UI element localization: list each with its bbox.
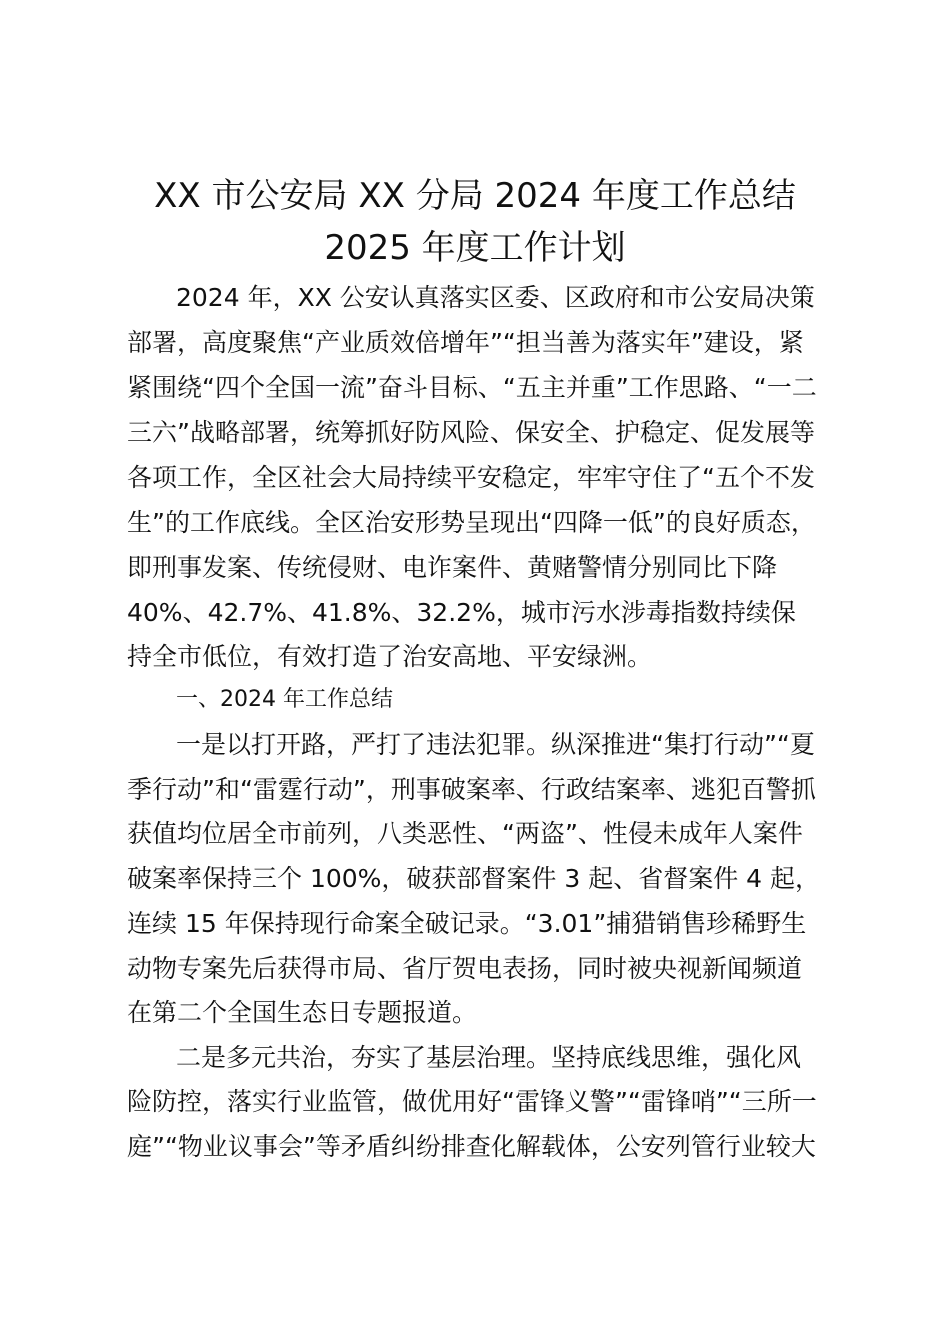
paragraph-line: 在第二个全国生态日专题报道。: [127, 998, 478, 1027]
intro-line: 40%、42.7%、41.8%、32.2%，城市污水涉毒指数持续保: [127, 598, 796, 627]
paragraph-line: 一是以打开路，严打了违法犯罪。纵深推进“集打行动”“夏: [176, 730, 815, 759]
document-title-line-1: XX 市公安局 XX 分局 2024 年度工作总结: [154, 176, 796, 216]
paragraph-line: 动物专案先后获得市局、省厅贺电表扬，同时被央视新闻频道: [127, 954, 803, 983]
paragraph-line: 季行动”和“雷霆行动”，刑事破案率、行政结案率、逃犯百警抓: [127, 775, 816, 804]
paragraph-line: 二是多元共治，夯实了基层治理。坚持底线思维，强化风: [176, 1043, 802, 1072]
intro-line: 三六”战略部署，统筹抓好防风险、保安全、护稳定、促发展等: [127, 418, 815, 447]
intro-line: 2024 年，XX 公安认真落实区委、区政府和市公安局决策: [176, 283, 815, 312]
intro-line: 即刑事发案、传统侵财、电诈案件、黄赌警情分别同比下降: [127, 553, 778, 582]
intro-line: 部署，高度聚焦“产业质效倍增年”“担当善为落实年”建设，紧: [127, 328, 804, 357]
paragraph-line: 险防控，落实行业监管，做优用好“雷锋义警”“雷锋哨”“三所一: [127, 1087, 817, 1116]
intro-line: 紧围绕“四个全国一流”奋斗目标、“五主并重”工作思路、“一二: [127, 373, 817, 402]
intro-line: 持全市低位，有效打造了治安高地、平安绿洲。: [127, 642, 653, 671]
paragraph-line: 连续 15 年保持现行命案全破记录。“3.01”捕猎销售珍稀野生: [127, 909, 807, 938]
section-heading: 一、2024 年工作总结: [176, 687, 393, 712]
paragraph-line: 破案率保持三个 100%，破获部督案件 3 起、省督案件 4 起，: [127, 864, 821, 893]
paragraph-line: 获值均位居全市前列，八类恶性、“两盗”、性侵未成年人案件: [127, 819, 803, 848]
intro-line: 各项工作，全区社会大局持续平安稳定，牢牢守住了“五个不发: [127, 463, 815, 492]
intro-line: 生”的工作底线。全区治安形势呈现出“四降一低”的良好质态，: [127, 508, 816, 537]
paragraph-line: 庭”“物业议事会”等矛盾纠纷排查化解载体，公安列管行业较大: [127, 1132, 816, 1161]
document-title-line-2: 2025 年度工作计划: [324, 228, 626, 268]
